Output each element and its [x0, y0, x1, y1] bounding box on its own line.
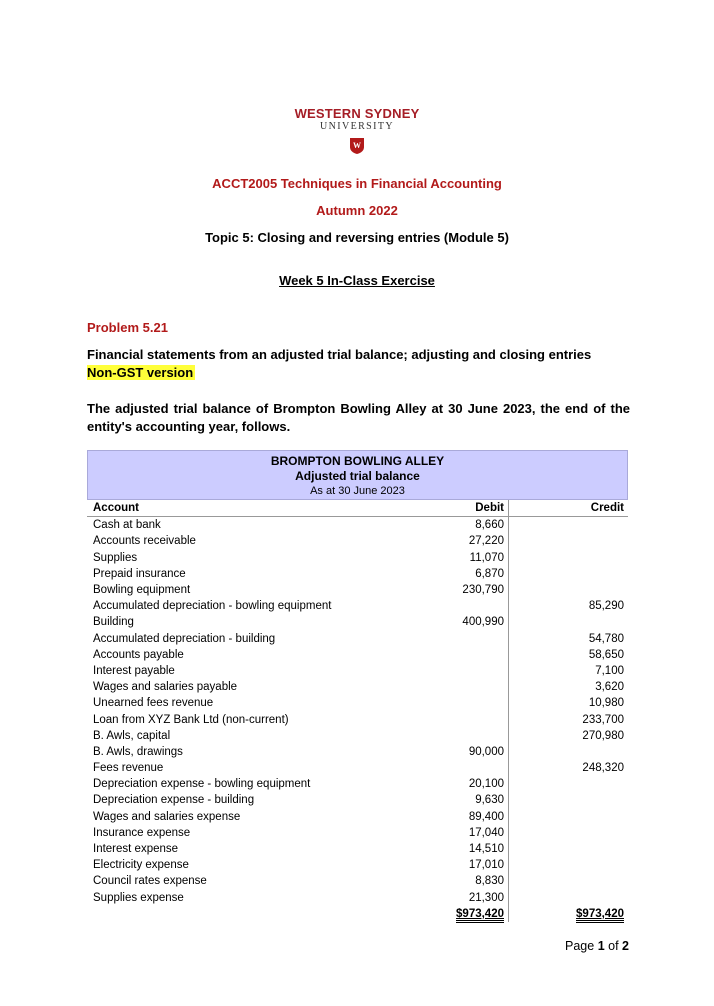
table-row [87, 873, 628, 889]
credit-cell: 58,650 [588, 648, 624, 661]
account-cell: B. Awls, capital [93, 729, 171, 742]
trial-balance-grid [87, 500, 628, 922]
col-credit: Credit [509, 500, 629, 517]
credit-cell [509, 533, 629, 549]
table-row [87, 550, 628, 566]
university-logo [290, 106, 424, 162]
credit-cell [509, 744, 629, 760]
account-cell: Bowling equipment [93, 584, 191, 597]
account-cell: Supplies expense [93, 891, 184, 904]
credit-cell [509, 873, 629, 889]
credit-cell: 85,290 [588, 600, 624, 613]
credit-cell [509, 809, 629, 825]
total-credit: $973,420 [576, 908, 624, 923]
shield-icon [349, 137, 365, 155]
account-cell: B. Awls, drawings [93, 745, 183, 758]
version-highlight: Non-GST version [87, 365, 194, 380]
credit-cell: 10,980 [588, 697, 624, 710]
total-row [87, 906, 628, 922]
account-cell: Wages and salaries expense [93, 810, 241, 823]
debit-cell: 21,300 [448, 890, 508, 906]
column-header-row [87, 500, 628, 517]
table-row [87, 711, 628, 727]
account-cell: Depreciation expense - building [93, 794, 255, 807]
credit-cell [509, 614, 629, 630]
table-row [87, 533, 628, 549]
credit-cell: 248,320 [582, 762, 624, 775]
credit-cell [509, 776, 629, 792]
table-row [87, 841, 628, 857]
problem-title: Problem 5.21 [87, 320, 168, 335]
exercise-title: Week 5 In-Class Exercise [279, 273, 435, 288]
account-cell: Loan from XYZ Bank Ltd (non-current) [93, 713, 289, 726]
credit-cell [509, 857, 629, 873]
account-cell: Fees revenue [93, 762, 164, 775]
table-row [87, 566, 628, 582]
credit-cell [509, 550, 629, 566]
account-cell: Accounts receivable [93, 535, 196, 548]
account-cell: Electricity expense [93, 859, 189, 872]
debit-cell [448, 728, 508, 744]
debit-cell: 27,220 [448, 533, 508, 549]
table-row [87, 598, 628, 614]
total-debit-cell [448, 906, 508, 922]
table-row [87, 744, 628, 760]
account-cell: Cash at bank [93, 519, 161, 532]
account-cell: Interest payable [93, 664, 175, 677]
page-number [565, 939, 629, 953]
credit-cell: 54,780 [588, 632, 624, 645]
debit-cell [448, 760, 508, 776]
table-header-block [87, 450, 628, 500]
table-row [87, 631, 628, 647]
table-row [87, 760, 628, 776]
table-row [87, 809, 628, 825]
credit-cell [509, 566, 629, 582]
account-cell: Building [93, 616, 134, 629]
credit-cell [509, 792, 629, 808]
debit-cell: 11,070 [448, 550, 508, 566]
debit-cell: 8,660 [448, 517, 508, 534]
total-debit: $973,420 [456, 908, 504, 923]
debit-cell: 90,000 [448, 744, 508, 760]
topic: Topic 5: Closing and reversing entries (Module 5) [205, 230, 509, 245]
credit-cell [509, 825, 629, 841]
intro-paragraph: The adjusted trial balance of Brompton Bowling Alley at 30 June 2023, the end of the entity's accounting year, follows. [87, 401, 630, 434]
credit-cell: 233,700 [582, 713, 624, 726]
debit-cell: 6,870 [448, 566, 508, 582]
table-row [87, 663, 628, 679]
table-row [87, 890, 628, 906]
debit-cell [448, 679, 508, 695]
debit-cell: 8,830 [448, 873, 508, 889]
account-cell: Unearned fees revenue [93, 697, 214, 710]
table-row [87, 776, 628, 792]
debit-cell [448, 663, 508, 679]
account-cell: Interest expense [93, 843, 179, 856]
account-cell: Accounts payable [93, 648, 184, 661]
total-label-cell [87, 906, 448, 922]
debit-cell: 14,510 [448, 841, 508, 857]
table-row [87, 825, 628, 841]
statement-title: Adjusted trial balance [295, 469, 420, 483]
table-row [87, 695, 628, 711]
current-page: 1 [597, 939, 605, 953]
company-name: BROMPTON BOWLING ALLEY [270, 454, 445, 468]
account-cell: Supplies [93, 551, 138, 564]
statement-date: As at 30 June 2023 [310, 485, 405, 497]
table-row [87, 647, 628, 663]
problem-subtitle: Financial statements from an adjusted trial balance; adjusting and closing entries [87, 347, 592, 362]
account-cell: Council rates expense [93, 875, 207, 888]
table-row [87, 679, 628, 695]
debit-cell: 20,100 [448, 776, 508, 792]
account-cell: Wages and salaries payable [93, 681, 238, 694]
credit-cell: 7,100 [595, 664, 624, 677]
table-row [87, 582, 628, 598]
col-account: Account [87, 500, 448, 517]
total-pages: 2 [622, 939, 629, 953]
credit-cell: 3,620 [595, 681, 624, 694]
account-cell: Accumulated depreciation - bowling equipment [93, 600, 332, 613]
logo-line1: WESTERN SYDNEY [294, 106, 420, 121]
credit-cell [509, 517, 629, 534]
account-cell: Depreciation expense - bowling equipment [93, 778, 311, 791]
debit-cell [448, 711, 508, 727]
table-row [87, 857, 628, 873]
debit-cell [448, 631, 508, 647]
debit-cell: 89,400 [448, 809, 508, 825]
term: Autumn 2022 [316, 203, 398, 218]
account-cell: Accumulated depreciation - building [93, 632, 276, 645]
account-cell: Insurance expense [93, 826, 191, 839]
svg-text:W: W [353, 141, 361, 150]
table-row [87, 792, 628, 808]
debit-cell [448, 598, 508, 614]
logo-line2: UNIVERSITY [320, 121, 394, 132]
col-debit: Debit [448, 500, 508, 517]
page-label: Page [565, 939, 595, 953]
table-row [87, 728, 628, 744]
debit-cell [448, 647, 508, 663]
debit-cell: 230,790 [448, 582, 508, 598]
of-label: of [608, 939, 619, 953]
debit-cell: 400,990 [448, 614, 508, 630]
debit-cell: 9,630 [448, 792, 508, 808]
account-cell: Prepaid insurance [93, 567, 186, 580]
credit-cell [509, 841, 629, 857]
course-title: ACCT2005 Techniques in Financial Accounting [212, 176, 502, 191]
credit-cell [509, 582, 629, 598]
credit-cell: 270,980 [582, 729, 624, 742]
table-row [87, 614, 628, 630]
debit-cell: 17,010 [448, 857, 508, 873]
trial-balance-table [87, 450, 628, 922]
debit-cell: 17,040 [448, 825, 508, 841]
debit-cell [448, 695, 508, 711]
total-credit-cell [509, 906, 629, 922]
credit-cell [509, 890, 629, 906]
table-row [87, 517, 628, 534]
